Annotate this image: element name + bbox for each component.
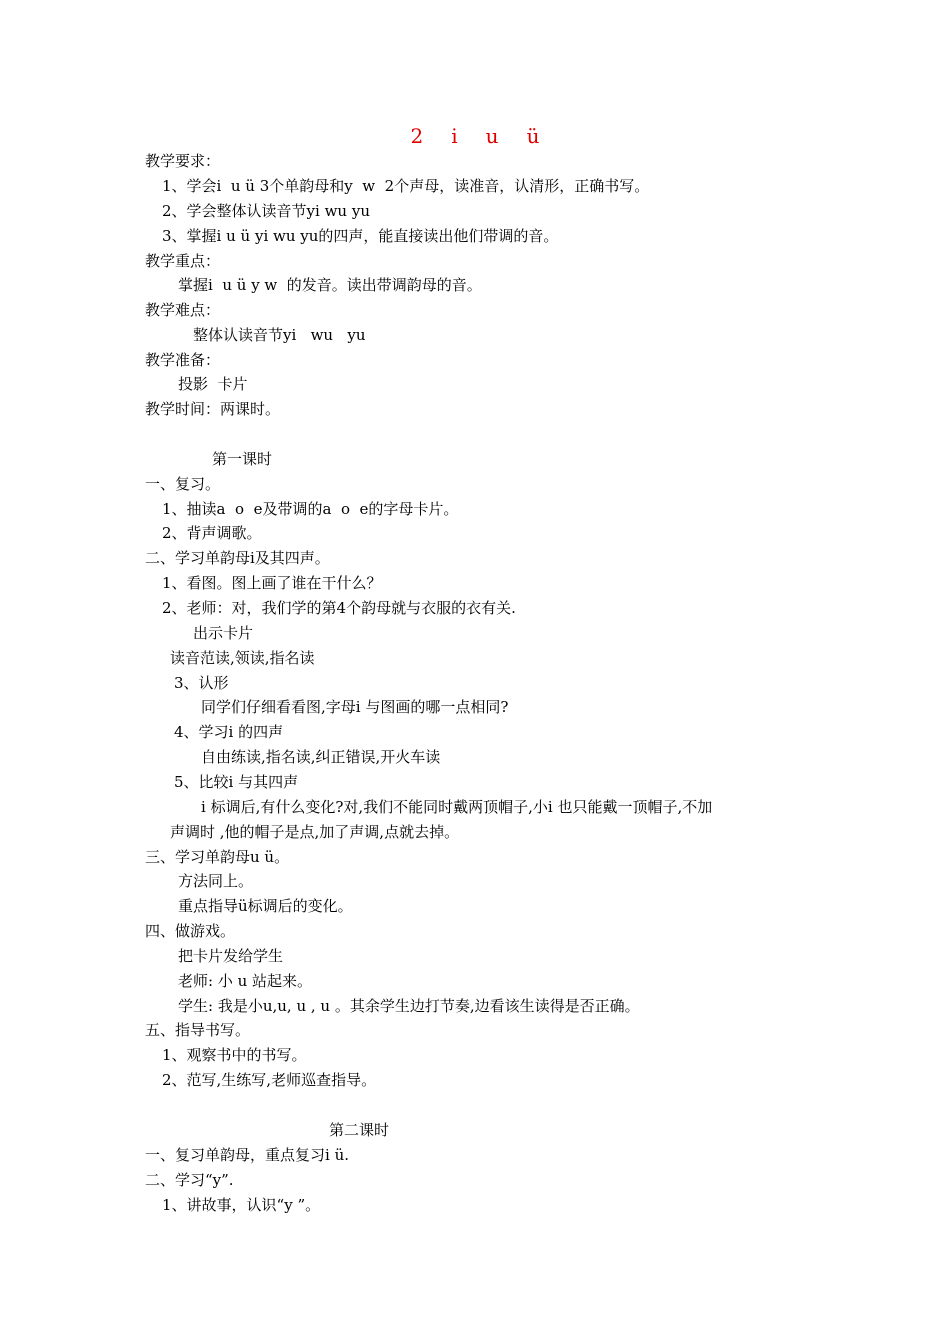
text-line: 2、背声调歌。 xyxy=(162,524,262,542)
title-part: u xyxy=(485,124,499,148)
text-line: 掌握i u ü y w 的发音。读出带调韵母的音。 xyxy=(178,276,482,294)
text-line: 重点指导ü标调后的变化。 xyxy=(178,897,353,915)
text-line: i 标调后,有什么变化?对,我们不能同时戴两顶帽子,小i 也只能戴一顶帽子,不加 xyxy=(201,798,713,816)
text-line: 教学要求： xyxy=(145,152,221,170)
text-line: 一、复习。 xyxy=(145,475,221,493)
text-line: 第二课时 xyxy=(329,1121,390,1139)
text-line: 2、老师：对，我们学的第4个韵母就与衣服的衣有关. xyxy=(162,599,516,617)
title-part: ü xyxy=(526,124,540,148)
page-title xyxy=(0,124,950,148)
text-line: 声调时 ,他的帽子是点,加了声调,点就去掉。 xyxy=(170,823,460,841)
text-line: 方法同上。 xyxy=(178,872,254,890)
text-line: 1、观察书中的书写。 xyxy=(162,1046,307,1064)
text-line: 3、认形 xyxy=(174,674,229,692)
text-line: 整体认读音节yi wu yu xyxy=(193,326,366,344)
text-line: 教学难点： xyxy=(145,301,221,319)
text-line: 1、学会i u ü 3个单韵母和y w 2个声母，读准音，认清形，正确书写。 xyxy=(162,177,650,195)
text-line: 出示卡片 xyxy=(193,624,254,642)
text-line: 二、学习单韵母i及其四声。 xyxy=(145,549,330,567)
text-line: 二、学习“y”. xyxy=(145,1171,234,1189)
text-line: 三、学习单韵母u ü。 xyxy=(145,848,290,866)
text-line: 老师: 小 u 站起来。 xyxy=(178,972,313,990)
text-line: 教学重点： xyxy=(145,252,221,270)
text-line: 教学准备： xyxy=(145,351,221,369)
text-line: 1、看图。图上画了谁在干什么？ xyxy=(162,574,382,592)
text-line: 1、抽读a o e及带调的a o e的字母卡片。 xyxy=(162,500,459,518)
text-line: 一、复习单韵母，重点复习i ü. xyxy=(145,1146,349,1164)
title-part: i xyxy=(451,124,458,148)
text-line: 自由练读,指名读,纠正错误,开火车读 xyxy=(201,748,441,766)
title-part: 2 xyxy=(410,124,424,148)
text-line: 1、讲故事，认识“y ”。 xyxy=(162,1196,321,1214)
text-line: 2、范写,生练写,老师巡查指导。 xyxy=(162,1071,377,1089)
text-line: 读音范读,领读,指名读 xyxy=(170,649,315,667)
text-line: 教学时间：两课时。 xyxy=(145,400,281,418)
text-line: 同学们仔细看看图,字母i 与图画的哪一点相同? xyxy=(201,698,509,716)
text-line: 四、做游戏。 xyxy=(145,922,236,940)
text-line: 第一课时 xyxy=(212,450,273,468)
text-line: 5、比较i 与其四声 xyxy=(174,773,299,791)
text-line: 学生: 我是小u,u, u , u 。其余学生边打节奏,边看该生读得是否正确。 xyxy=(178,997,640,1015)
text-line: 把卡片发给学生 xyxy=(178,947,284,965)
text-line: 2、学会整体认读音节yi wu yu xyxy=(162,202,370,220)
text-line: 五、指导书写。 xyxy=(145,1021,251,1039)
text-line: 3、掌握i u ü yi wu yu的四声，能直接读出他们带调的音。 xyxy=(162,227,559,245)
text-line: 投影 卡片 xyxy=(178,375,248,393)
text-line: 4、学习i 的四声 xyxy=(174,723,284,741)
